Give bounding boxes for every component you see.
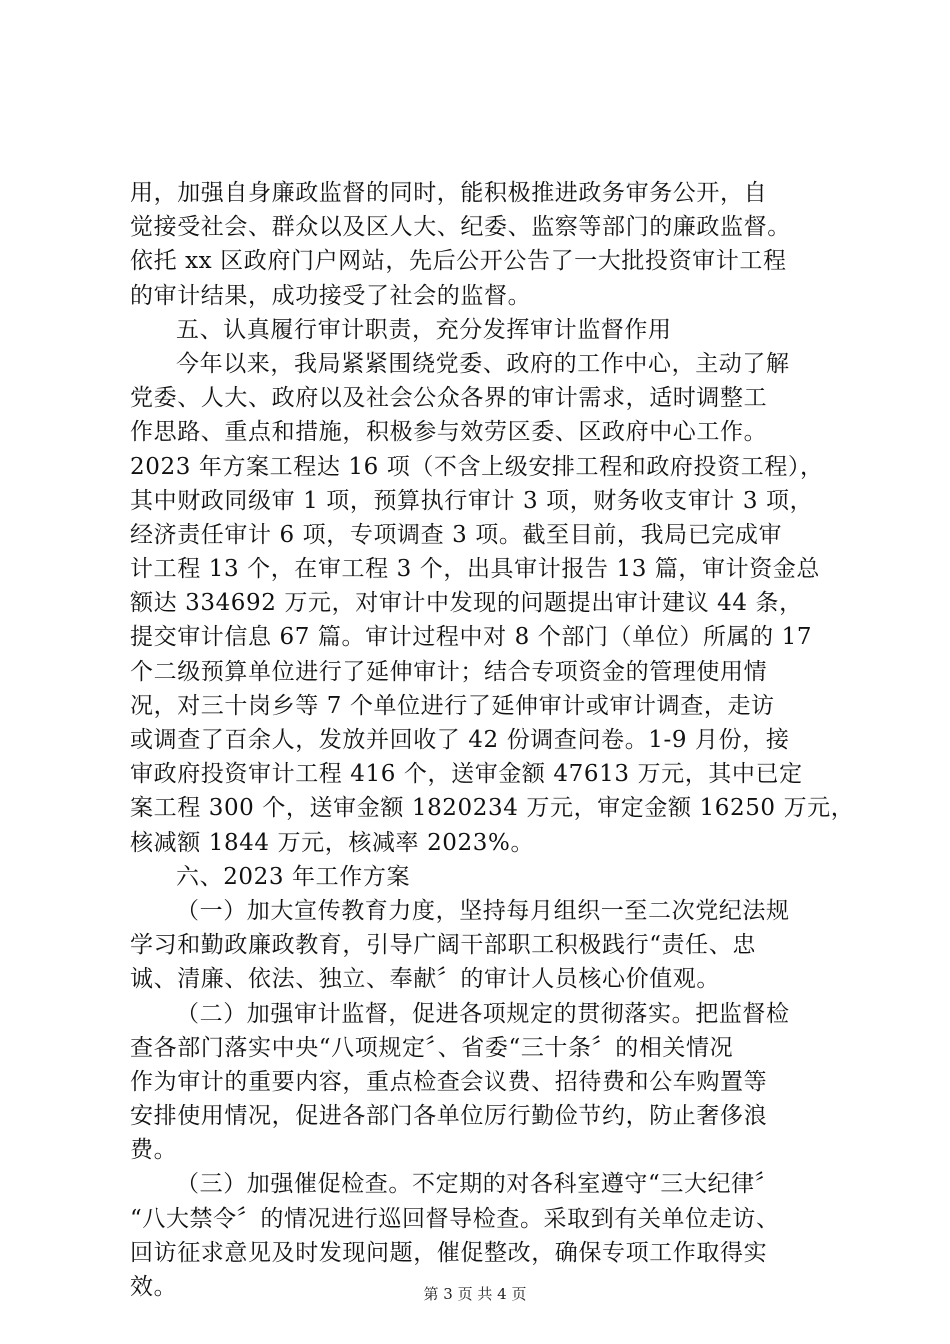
text-line: （一）加大宣传教育力度，坚持每月组织一至二次党纪法规 [176,897,790,924]
text-line: 的审计结果，成功接受了社会的监督。 [130,282,532,309]
text-line: 党委、人大、政府以及社会公众各界的审计需求，适时调整工 [130,385,768,412]
text-line: 回访征求意见及时发现问题，催促整改，确保专项工作取得实 [130,1239,768,1266]
text-line: 安排使用情况，促进各部门各单位厉行勤俭节约，防止奢侈浪 [130,1103,768,1130]
text-line: 2023 年方案工程达 16 项（不含上级安排工程和政府投资工程）， [130,453,824,480]
page-number: 第 3 页 共 4 页 [423,1285,527,1303]
text-line: （二）加强审计监督，促进各项规定的贯彻落实。把监督检 [176,1000,790,1027]
text-line: 作为审计的重要内容，重点检查会议费、招待费和公车购置等 [130,1068,768,1095]
text-line: 经济责任审计 6 项，专项调查 3 项。截至目前，我局已完成审 [130,521,783,548]
text-line: 作思路、重点和措施，积极参与效劳区委、区政府中心工作。 [130,419,768,446]
text-line: 学习和勤政廉政教育，引导广阔干部职工积极践行“责任、忠 [130,932,756,959]
text-line: 今年以来，我局紧紧围绕党委、政府的工作中心，主动了解 [176,350,790,377]
text-line: 费。 [130,1137,178,1164]
text-line: 案工程 300 个，送审金额 1820234 万元，审定金额 16250 万元， [130,795,855,822]
text-line: 查各部门落实中央“八项规定〞、省委“三十条〞的相关情况 [130,1034,734,1061]
text-line: 效。 [130,1274,178,1300]
text-line: “八大禁令〞的情况进行巡回督导检查。采取到有关单位走访、 [130,1205,780,1232]
text-line: 提交审计信息 67 篇。审计过程中对 8 个部门（单位）所属的 17 [130,624,813,651]
text-line: 诚、清廉、依法、独立、奉献〞的审计人员核心价值观。 [130,966,720,993]
section-heading: 六、2023 年工作方案 [176,863,411,890]
text-line: 计工程 13 个，在审工程 3 个，出具审计报告 13 篇，审计资金总 [130,556,821,583]
text-line: 其中财政同级审 1 项，预算执行审计 3 项，财务收支审计 3 项， [130,487,814,514]
text-line: 或调查了百余人，发放并回收了 42 份调查问卷。1-9 月份，接 [130,727,790,753]
text-line: 个二级预算单位进行了延伸审计；结合专项资金的管理使用情 [130,658,768,685]
text-line: （三）加强催促检查。不定期的对各科室遵守“三大纪律〞 [176,1171,779,1198]
text-line: 用，加强自身廉政监督的同时，能积极推进政务审务公开，自 [130,180,768,206]
document-body [130,176,855,1304]
text-line: 依托 xx 区政府门户网站，先后公开公告了一大批投资审计工程 [130,248,787,275]
text-line: 况，对三十岗乡等 7 个单位进行了延伸审计或审计调查，走访 [130,692,775,719]
text-line: 核减额 1844 万元，核减率 2023%。 [130,829,535,856]
section-heading: 五、认真履行审计职责，充分发挥审计监督作用 [176,316,672,343]
text-line: 审政府投资审计工程 416 个，送审金额 47613 万元，其中已定 [130,761,803,788]
text-line: 额达 334692 万元，对审计中发现的问题提出审计建议 44 条， [130,590,803,617]
text-line: 觉接受社会、群众以及区人大、纪委、监察等部门的廉政监督。 [130,214,791,241]
